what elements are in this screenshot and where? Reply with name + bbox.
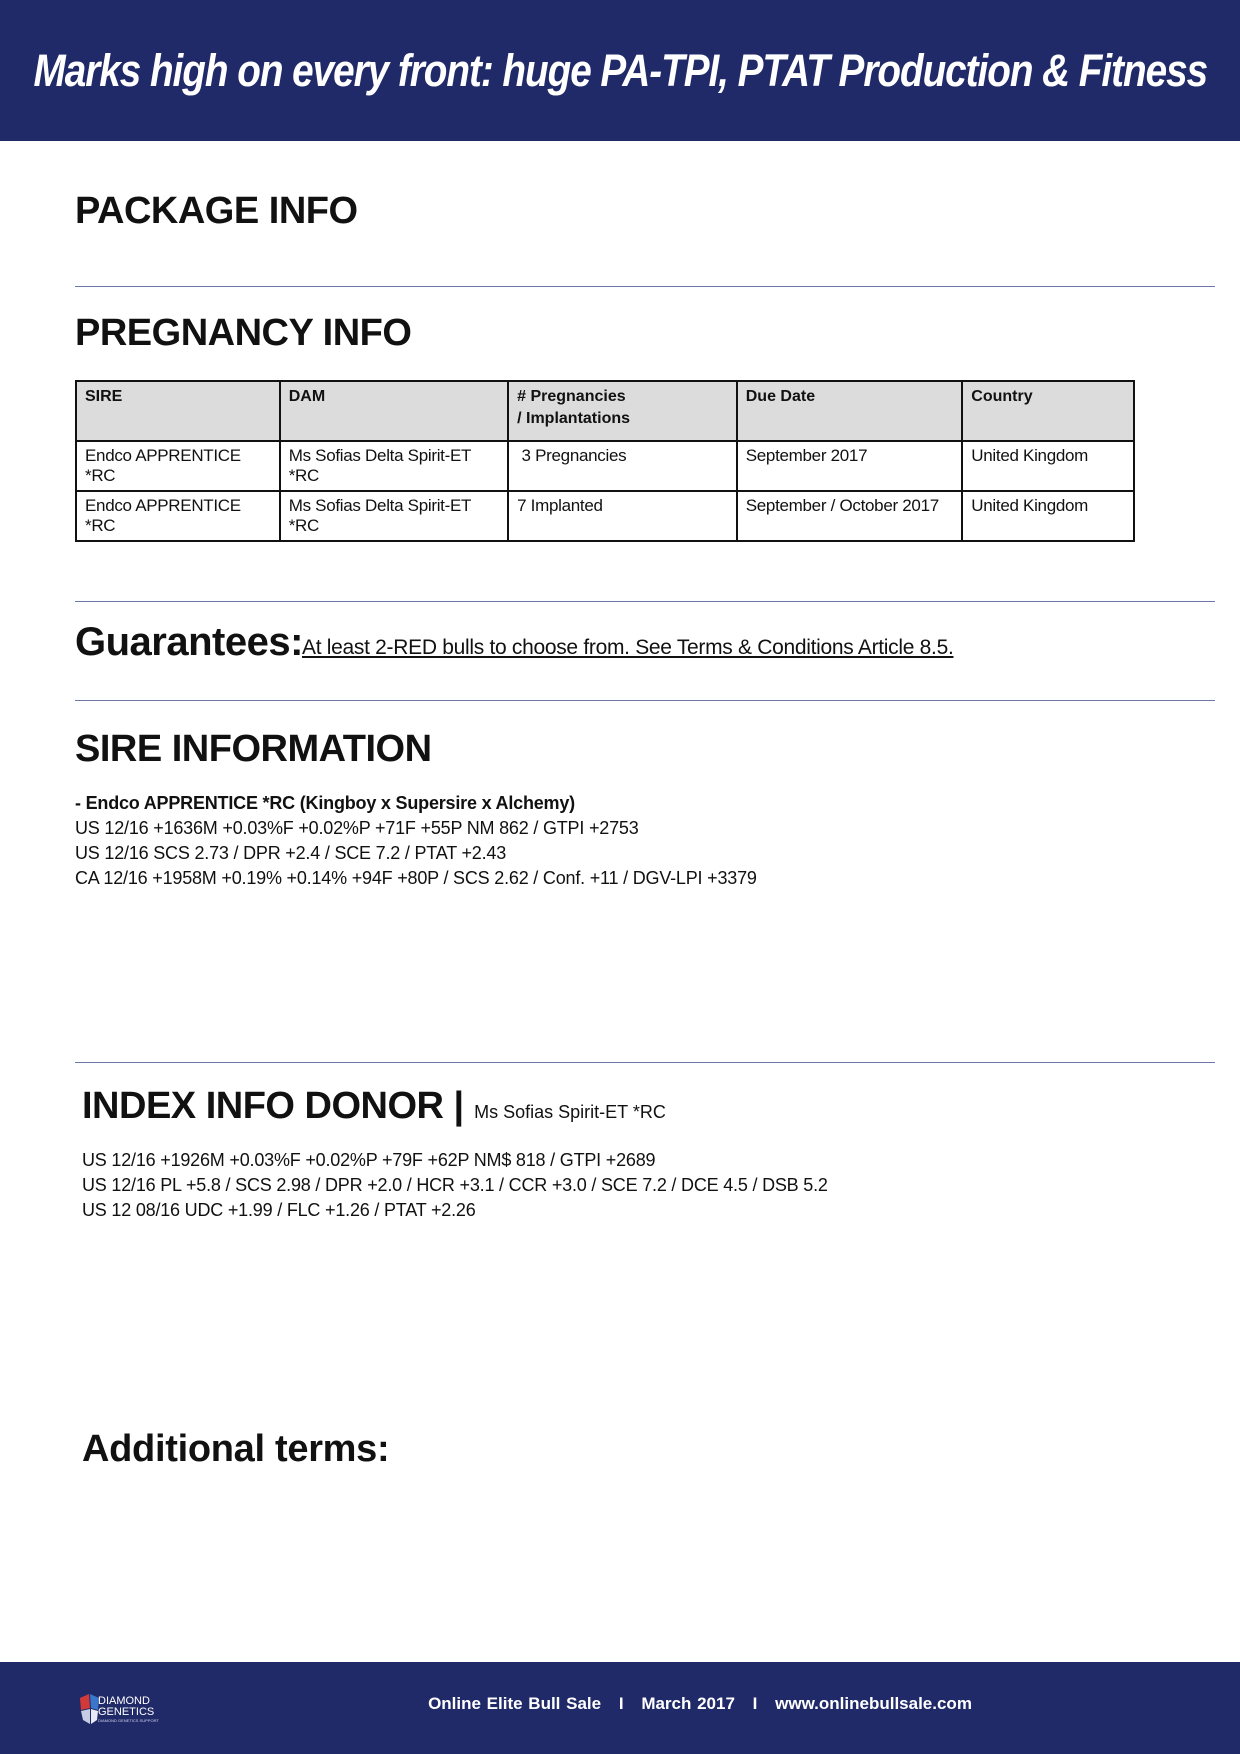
- cell-sire: Endco APPRENTICE *RC: [76, 491, 280, 541]
- sire-info-block: [75, 791, 757, 891]
- pregnancy-info-heading: PREGNANCY INFO: [75, 312, 412, 354]
- donor-heading-title: INDEX INFO DONOR |: [82, 1085, 464, 1127]
- sire-info-line: US 12/16 +1636M +0.03%F +0.02%P +71F +55P NM 862 / GTPI +2753: [75, 818, 639, 838]
- logo-line2: GENETICS: [98, 1706, 155, 1718]
- donor-info-line: US 12/16 +1926M +0.03%F +0.02%P +79F +62P NM$ 818 / GTPI +2689: [82, 1150, 656, 1170]
- column-header-sire: SIRE: [76, 381, 280, 441]
- divider: [75, 286, 1215, 287]
- logo-small-text: DIAMOND GENETICS SUPPORT: [98, 1718, 159, 1723]
- divider: [75, 601, 1215, 602]
- donor-info-line: US 12 08/16 UDC +1.99 / FLC +1.26 / PTAT +2.26: [82, 1200, 476, 1220]
- additional-terms-heading: Additional terms:: [82, 1428, 390, 1470]
- sire-name-line: - Endco APPRENTICE *RC (Kingboy x Supersire x Alchemy): [75, 793, 575, 813]
- footer-text: [0, 1662, 1240, 1754]
- cell-country: United Kingdom: [962, 441, 1134, 491]
- column-header-country: Country: [962, 381, 1134, 441]
- cell-dam: Ms Sofias Delta Spirit-ET *RC: [280, 491, 508, 541]
- cell-sire: Endco APPRENTICE *RC: [76, 441, 280, 491]
- column-header-pregnancies: # Pregnancies / Implantations: [508, 381, 737, 441]
- guarantees-text: At least 2-RED bulls to choose from. See Terms & Conditions Article 8.5.: [302, 636, 954, 659]
- column-header-dam: DAM: [280, 381, 508, 441]
- cell-pregnancies: 3 Pregnancies: [508, 441, 737, 491]
- divider: [75, 700, 1215, 701]
- column-header-due-date: Due Date: [737, 381, 963, 441]
- page-headline: Marks high on every front: huge PA-TPI, PTAT Production & Fitness: [33, 44, 1207, 96]
- footer-separator: I: [618, 1694, 624, 1713]
- guarantees-label: Guarantees:: [75, 620, 303, 664]
- table-row: [76, 491, 1134, 541]
- donor-heading: [82, 1085, 666, 1128]
- sire-info-line: US 12/16 SCS 2.73 / DPR +2.4 / SCE 7.2 / PTAT +2.43: [75, 843, 507, 863]
- footer-date: March 2017: [641, 1694, 735, 1713]
- footer-separator: I: [752, 1694, 758, 1713]
- sire-info-line: CA 12/16 +1958M +0.19% +0.14% +94F +80P / SCS 2.62 / Conf. +11 / DGV-LPI +3379: [75, 868, 757, 888]
- cell-due-date: September 2017: [737, 441, 963, 491]
- table-header-row: [76, 381, 1134, 441]
- donor-info-line: US 12/16 PL +5.8 / SCS 2.98 / DPR +2.0 / HCR +3.1 / CCR +3.0 / SCE 7.2 / DCE 4.5 / DSB 5.2: [82, 1175, 828, 1195]
- cell-pregnancies: 7 Implanted: [508, 491, 737, 541]
- package-info-heading: PACKAGE INFO: [75, 190, 358, 232]
- table-row: [76, 441, 1134, 491]
- divider: [75, 1062, 1215, 1063]
- sire-information-heading: SIRE INFORMATION: [75, 728, 432, 770]
- page-footer: [0, 1662, 1240, 1754]
- logo-line1: DIAMOND: [98, 1695, 150, 1707]
- donor-name: Ms Sofias Spirit-ET *RC: [474, 1102, 666, 1122]
- footer-url-link[interactable]: www.onlinebullsale.com: [775, 1694, 972, 1713]
- donor-info-block: [82, 1148, 828, 1223]
- cell-due-date: September / October 2017: [737, 491, 963, 541]
- cell-dam: Ms Sofias Delta Spirit-ET *RC: [280, 441, 508, 491]
- pregnancy-table: [75, 380, 1135, 542]
- cell-country: United Kingdom: [962, 491, 1134, 541]
- footer-sale-name: Online Elite Bull Sale: [428, 1694, 602, 1713]
- page-header-banner: [0, 0, 1240, 141]
